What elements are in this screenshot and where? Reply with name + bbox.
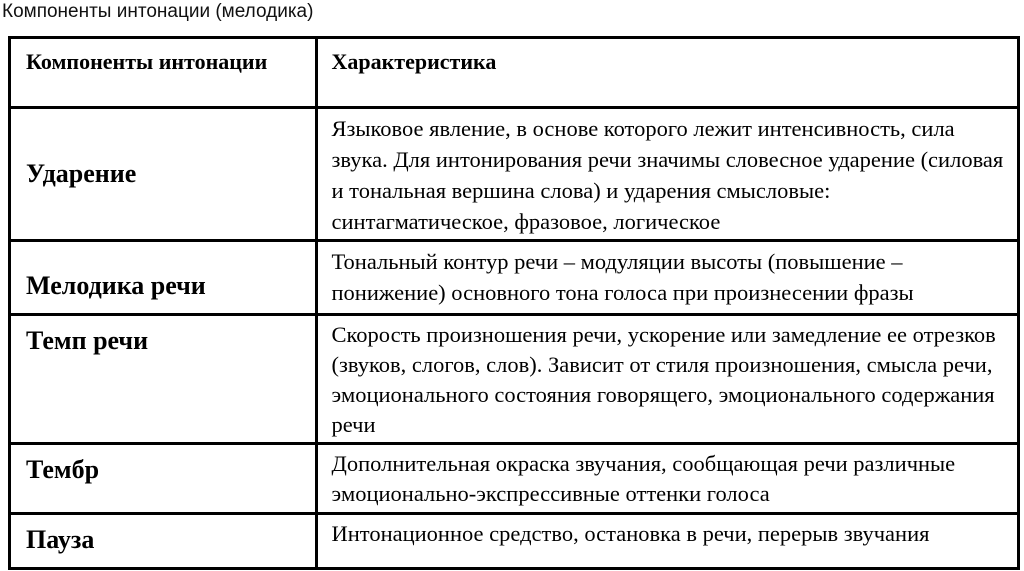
table-row [11, 240, 1017, 314]
intonation-table-frame [8, 36, 1020, 570]
table-header-row [11, 39, 1017, 107]
component-name: Ударение [11, 107, 316, 240]
header-components: Компоненты интонации [11, 39, 316, 107]
table-row [11, 314, 1017, 443]
table-row [11, 107, 1017, 240]
component-description: Тональный контур речи – модуляции высоты (повышение – понижение) основного тона голоса при произнесении фразы [316, 240, 1017, 314]
table-row [11, 513, 1017, 567]
component-description: Интонационное средство, остановка в речи, перерыв звучания [316, 513, 1017, 567]
header-description: Характеристика [316, 39, 1017, 107]
component-name: Тембр [11, 443, 316, 513]
component-name: Мелодика речи [11, 240, 316, 314]
component-description: Скорость произношения речи, ускорение или замедление ее отрезков (звуков, слогов, слов). Зависит от стиля произношения, смысла речи, эмоционального состояния говорящего, эмоционального содержания речи [316, 314, 1017, 443]
component-description: Дополнительная окраска звучания, сообщающая речи различные эмоционально-экспрессивные оттенки голоса [316, 443, 1017, 513]
component-name: Пауза [11, 513, 316, 567]
component-description: Языковое явление, в основе которого лежит интенсивность, сила звука. Для интонирования речи значимы словесное ударение (силовая и тональная вершина слова) и ударения смысловые: синтагматическое, фразовое, логическое [316, 107, 1017, 240]
table-row [11, 443, 1017, 513]
page-title: Компоненты интонации (мелодика) [2, 1, 314, 22]
component-name: Темп речи [11, 314, 316, 443]
intonation-table [11, 39, 1017, 567]
